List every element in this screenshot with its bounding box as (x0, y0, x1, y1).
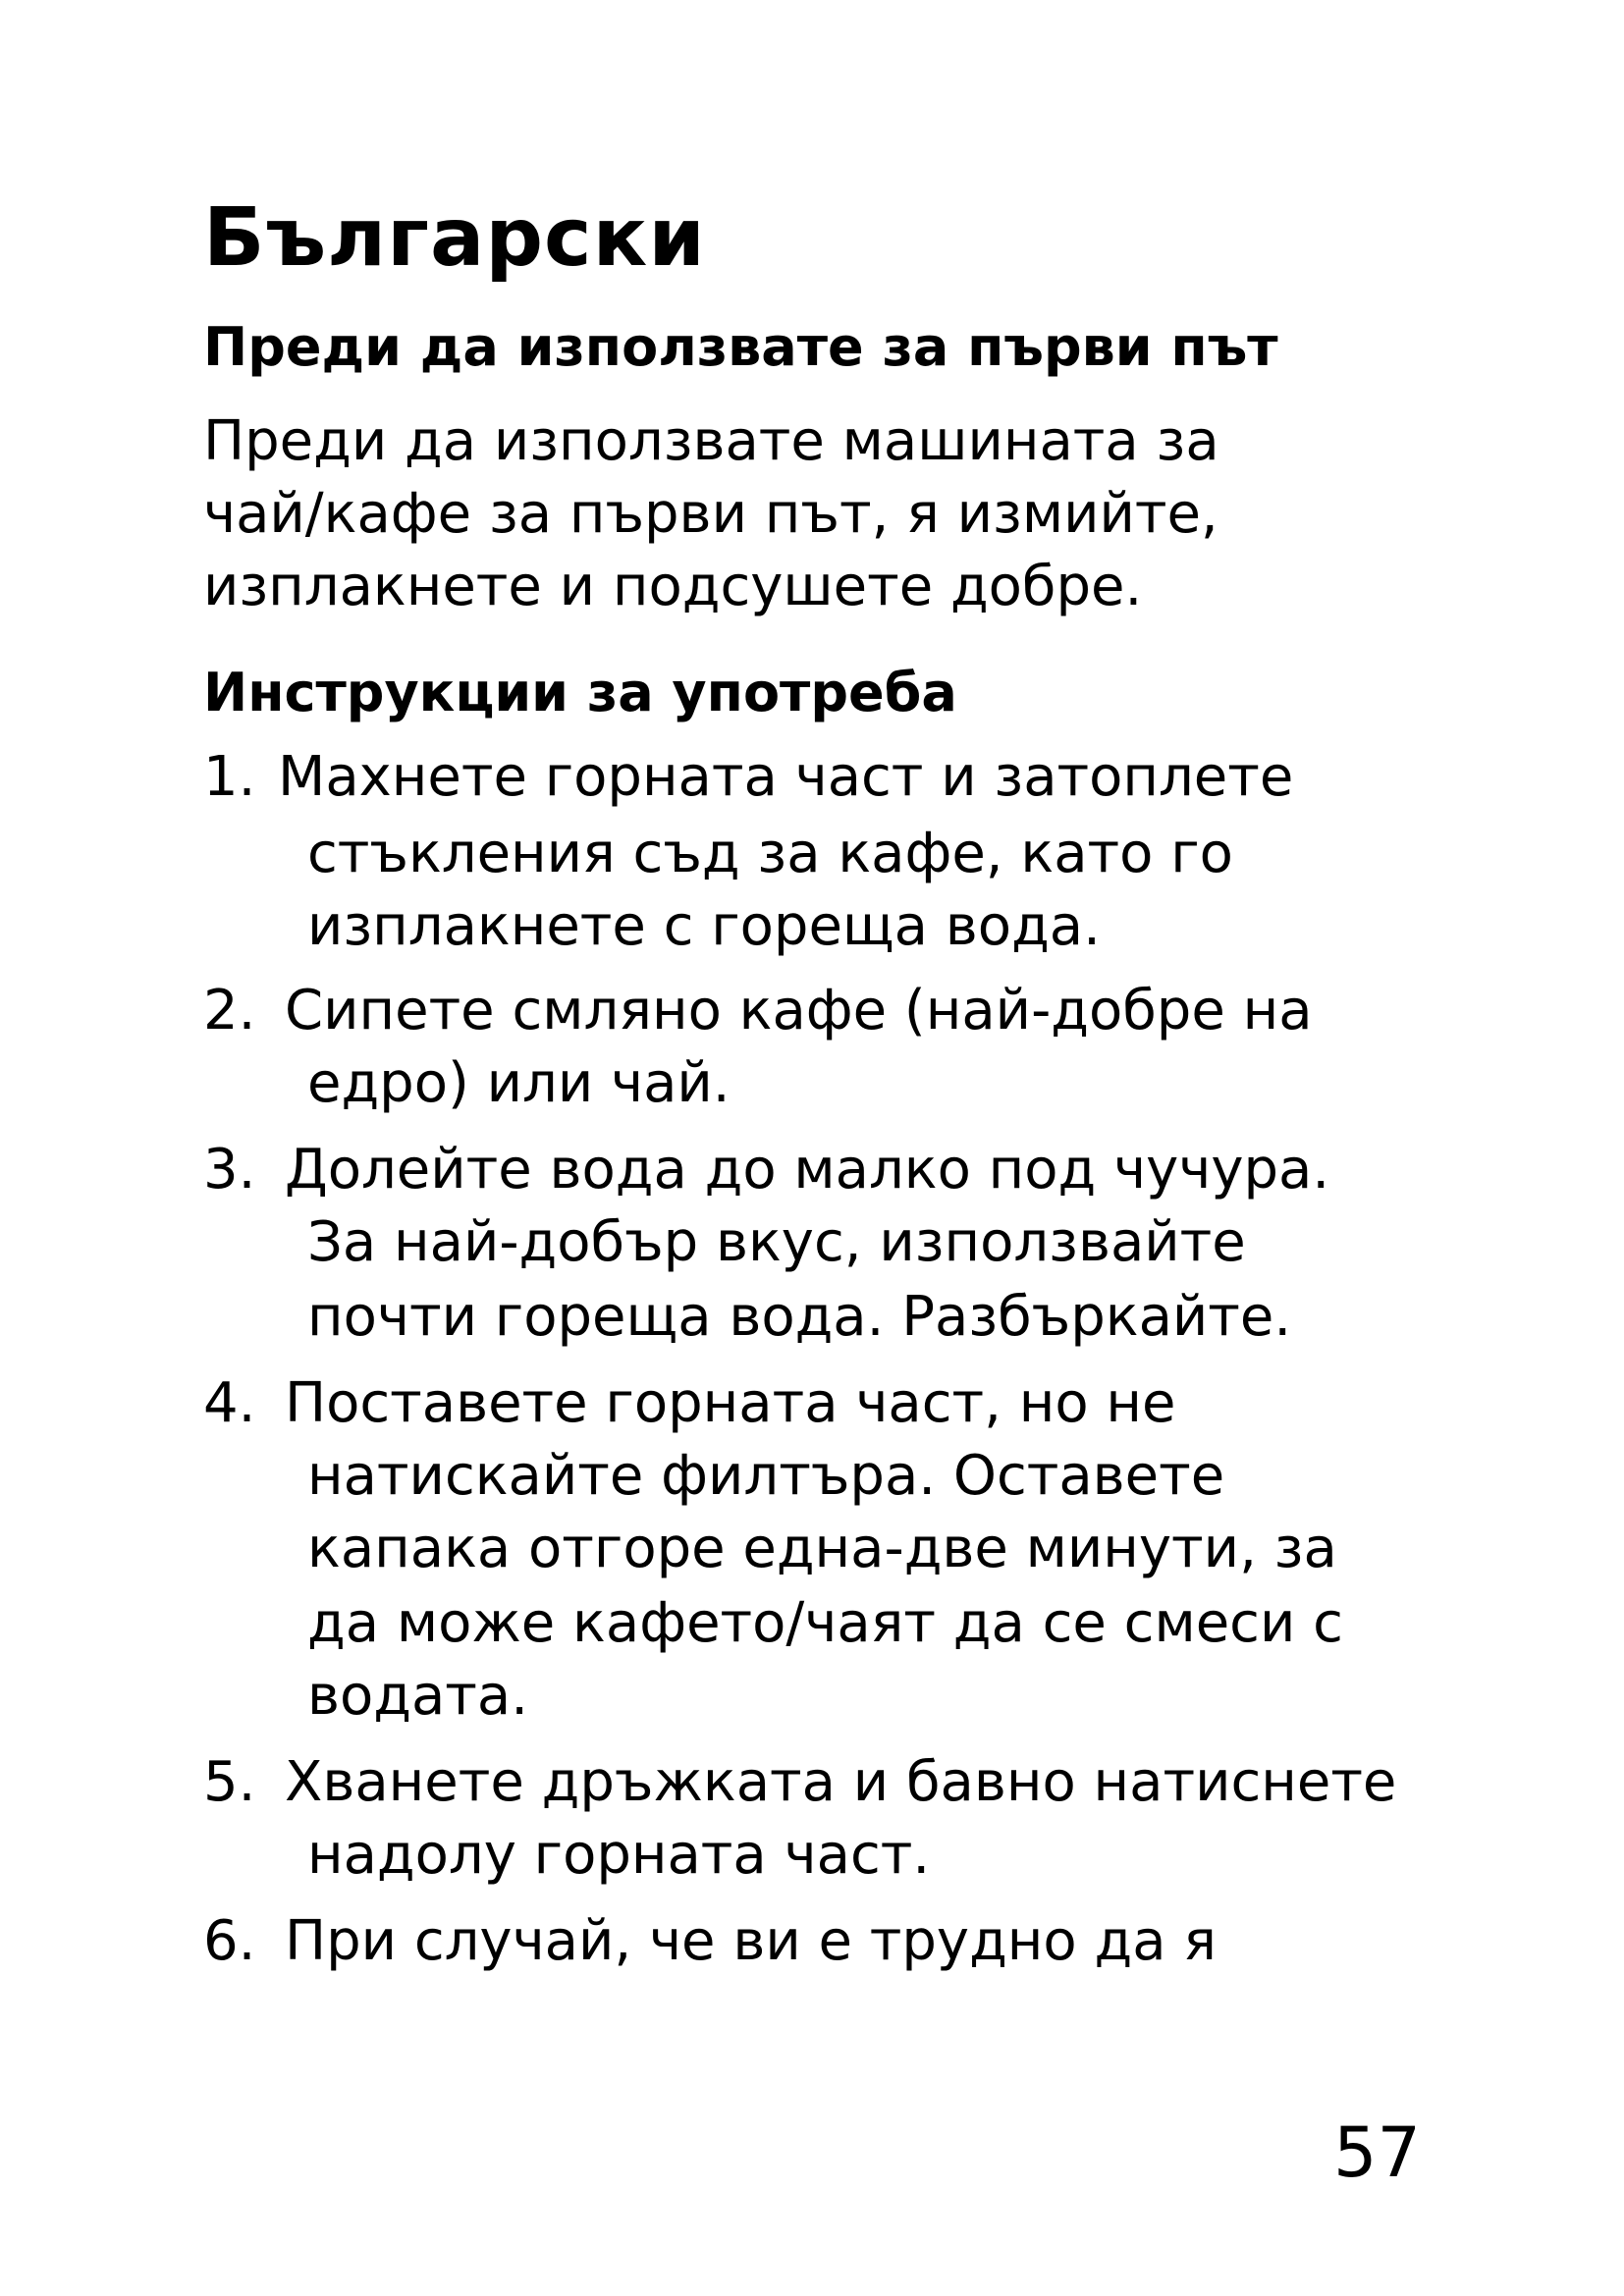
list-item-number: 6. (203, 1909, 256, 1973)
paragraph-line: чай/кафе за първи път, я измийте, (203, 482, 1218, 546)
page-title: Български (203, 191, 706, 285)
list-item-line: да може кафето/чаят да се смеси с (307, 1591, 1343, 1655)
list-item-line: Сипете смляно кафе (най-добре на (285, 979, 1313, 1042)
list-item-number: 5. (203, 1750, 256, 1814)
list-item-number: 1. (203, 745, 256, 809)
list-item-line: натискайте филтъра. Оставете (307, 1444, 1225, 1508)
paragraph-line: Преди да използвате машината за (203, 409, 1219, 473)
list-item-line: Долейте вода до малко под чучура. (285, 1138, 1330, 1201)
list-item-line: водата. (307, 1664, 529, 1728)
list-item-line: изплакнете с гореща вода. (307, 894, 1101, 958)
list-item-line: стъкления съд за кафе, като го (307, 822, 1233, 885)
list-item-line: Поставете горната част, но не (285, 1371, 1176, 1435)
page-number: 57 (1333, 2112, 1422, 2193)
list-item-line: За най-добър вкус, използвайте (307, 1210, 1246, 1274)
list-item-number: 2. (203, 979, 256, 1042)
section-heading-before-first-use: Преди да използвате за първи път (203, 316, 1278, 378)
list-item-line: Хванете дръжката и бавно натиснете (285, 1750, 1397, 1814)
list-item-line: едро) или чай. (307, 1051, 731, 1115)
list-item-line: капака отгоре една-две минути, за (307, 1517, 1337, 1580)
list-item-line: При случай, че ви е трудно да я (285, 1909, 1217, 1973)
list-item-number: 3. (203, 1138, 256, 1201)
list-item-number: 4. (203, 1371, 256, 1435)
paragraph-line: изплакнете и подсушете добре. (203, 555, 1143, 618)
list-item-line: почти гореща вода. Разбъркайте. (307, 1285, 1292, 1349)
list-item-line: надолу горната част. (307, 1823, 931, 1887)
list-item-line: Махнете горната част и затоплете (278, 745, 1294, 809)
section-heading-instructions: Инструкции за употреба (203, 662, 957, 723)
